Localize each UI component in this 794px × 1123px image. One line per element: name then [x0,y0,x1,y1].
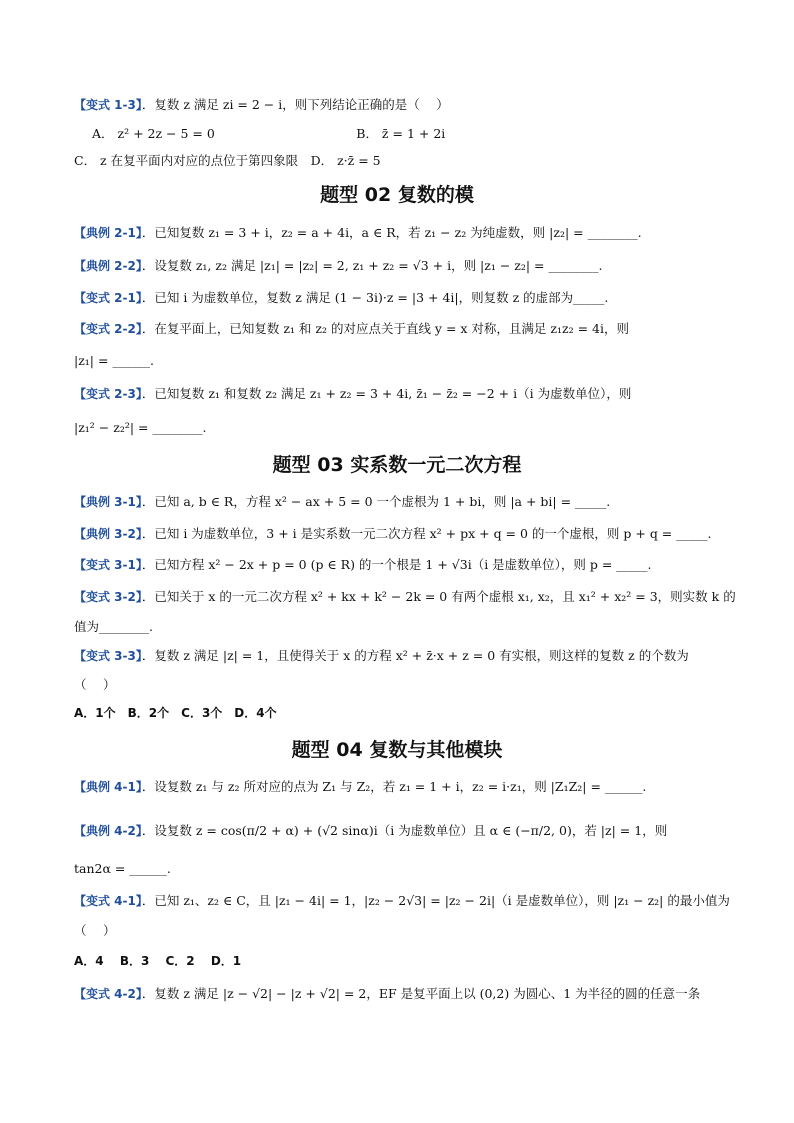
problem-text: ．复数 z 满足 zi = 2 − i，则下列结论正确的是（ ） [141,97,449,112]
problem-tag: 【典例 2-2】 [74,259,142,273]
problem-continuation [74,618,153,636]
problem-text: |z₁| = ______. [74,353,154,368]
problem-example-2-2 [74,257,602,275]
problem-text: ．设复数 z₁, z₂ 满足 |z₁| = |z₂| = 2, z₁ + z₂ = √3 + i，则 |z₁ − z₂| = ________. [141,258,603,273]
problem-text: ．在复平面上，已知复数 z₁ 和 z₂ 的对应点关于直线 y = x 对称，且满足 z₁z₂ = 4i，则 [141,321,629,336]
choice-line [74,704,277,722]
problem-text: ．已知 z₁、z₂ ∈ C，且 |z₁ − 4i| = 1，|z₂ − 2√3| = |z₂ − 2i|（i 是虚数单位），则 |z₁ − z₂| 的最小值为 [141,893,730,908]
problem-variant-3-2 [74,588,736,606]
problem-tag: 【典例 4-1】 [74,780,142,794]
problem-text: ．复数 z 满足 |z| = 1，且使得关于 x 的方程 x² + z̄·x + z = 0 有实根，则这样的复数 z 的个数为 [141,648,689,663]
problem-tag: 【变式 3-2】 [74,590,142,604]
problem-text: ．设复数 z₁ 与 z₂ 所对应的点为 Z₁ 与 Z₂，若 z₁ = 1 + i，z₂ = i·z₁，则 |Z₁Z₂| = ______. [141,779,647,794]
problem-tag: 【变式 2-3】 [74,387,142,401]
problem-tag: 【典例 2-1】 [74,226,142,240]
problem-variant-3-1 [74,556,652,574]
choice-line [74,952,241,970]
problem-variant-4-2 [74,985,700,1003]
problem-text: tan2α = ______. [74,861,171,876]
problem-text: （ ） [74,677,116,692]
choice-text: A． z² + 2z − 5 = 0 B． z̄ = 1 + 2i [92,126,446,141]
problem-text: ．已知复数 z₁ 和复数 z₂ 满足 z₁ + z₂ = 3 + 4i, z̄₁ − z̄₂ = −2 + i（i 为虚数单位），则 [141,386,632,401]
choice-text: C． z 在复平面内对应的点位于第四象限 D． z·z̄ = 5 [74,153,381,168]
problem-text: ．已知关于 x 的一元二次方程 x² + kx + k² − 2k = 0 有两个虚根 x₁, x₂，且 x₁² + x₂² = 3，则实数 k 的 [141,589,736,604]
problem-tag: 【变式 4-1】 [74,894,142,908]
problem-continuation [74,860,171,878]
problem-variant-4-1 [74,892,730,910]
problem-tag: 【变式 1-3】 [74,98,142,112]
problem-tag: 【变式 3-3】 [74,649,142,663]
problem-variant-2-2 [74,320,629,338]
problem-tag: 【典例 3-2】 [74,527,142,541]
problem-continuation [74,419,206,437]
section-heading: 题型 04 复数与其他模块 [291,739,503,761]
problem-example-3-2 [74,525,711,543]
problem-text: |z₁² − z₂²| = ________. [74,420,207,435]
problem-example-4-1 [74,778,646,796]
answer-paren [74,922,115,940]
answer-paren [74,676,115,694]
choice-text: A．1个 B．2个 C．3个 D．4个 [74,706,277,720]
choice-text: A．4 B．3 C．2 D．1 [74,954,242,968]
problem-text: ．已知 i 为虚数单位，3 + i 是实系数一元二次方程 x² + px + q = 0 的一个虚根，则 p + q = _____. [141,526,712,541]
problem-tag: 【典例 3-1】 [74,495,142,509]
problem-variant-2-1 [74,289,608,307]
problem-text: ．已知 i 为虚数单位，复数 z 满足 (1 − 3i)·z = |3 + 4i|，则复数 z 的虚部为_____. [141,290,609,305]
problem-tag: 【变式 4-2】 [74,987,142,1001]
problem-example-4-2 [74,822,667,840]
problem-variant-3-3 [74,647,689,665]
problem-text: ．已知复数 z₁ = 3 + i，z₂ = a + 4i，a ∈ R，若 z₁ − z₂ 为纯虚数，则 |z₂| = ________. [141,225,642,240]
problem-variant-2-3 [74,385,631,403]
problem-text: ．已知 a, b ∈ R，方程 x² − ax + 5 = 0 一个虚根为 1 + bi，则 |a + bi| = _____. [141,494,611,509]
choice-line [74,152,381,170]
problem-text: （ ） [74,923,116,938]
problem-continuation [74,352,154,370]
problem-text: 值为________. [74,619,153,634]
problem-tag: 【变式 2-1】 [74,291,142,305]
problem-text: ．设复数 z = cos(π/2 + α) + (√2 sinα)i（i 为虚数单位）且 α ∈ (−π/2, 0)，若 |z| = 1，则 [141,823,668,838]
problem-tag: 【变式 3-1】 [74,558,142,572]
section-heading: 题型 03 实系数一元二次方程 [272,454,522,476]
problem-tag: 【典例 4-2】 [74,824,142,838]
problem-text: ．已知方程 x² − 2x + p = 0 (p ∈ R) 的一个根是 1 + √3i（i 是虚数单位），则 p = _____. [141,557,652,572]
choice-line [92,125,445,143]
problem-text: ．复数 z 满足 |z − √2| − |z + √2| = 2，EF 是复平面上以 (0,2) 为圆心、1 为半径的圆的任意一条 [141,986,701,1001]
problem-tag: 【变式 2-2】 [74,322,142,336]
section-heading: 题型 02 复数的模 [320,184,474,206]
problem-example-3-1 [74,493,610,511]
problem-example-2-1 [74,224,642,242]
problem-variant-1-3 [74,96,449,114]
